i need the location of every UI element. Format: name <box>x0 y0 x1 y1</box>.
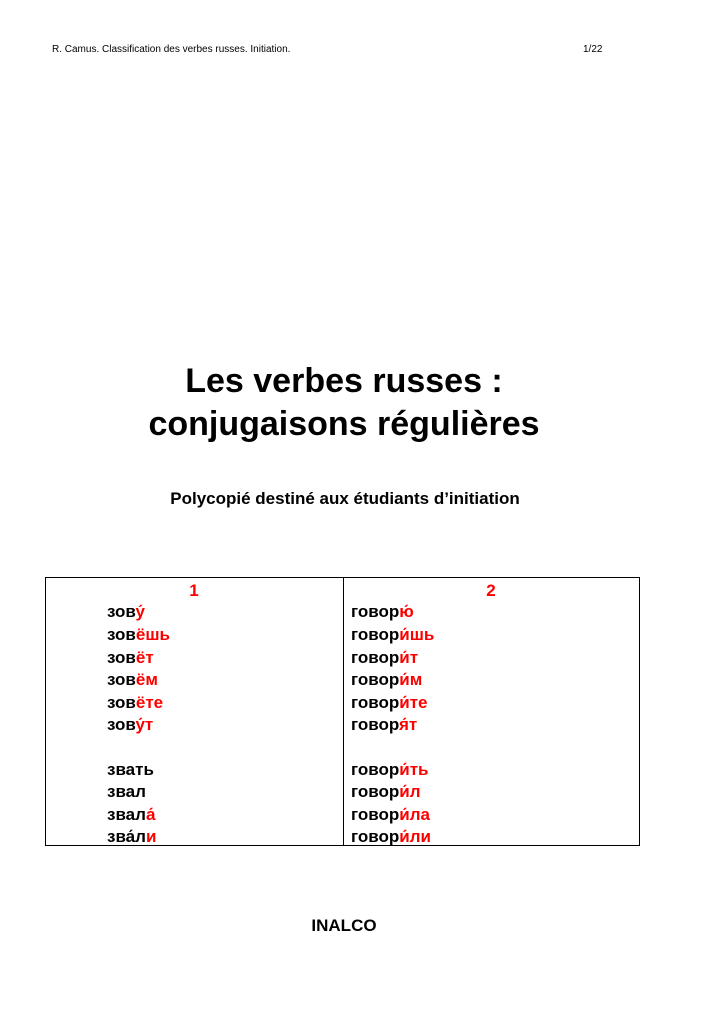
verb-stem: говор <box>351 670 400 689</box>
verb-stem: зов <box>107 693 136 712</box>
institution-name: INALCO <box>311 916 377 935</box>
verb-form-col2-row7 <box>351 759 428 781</box>
verb-ending: ём <box>135 670 158 689</box>
verb-stem: говор <box>351 648 400 667</box>
verb-ending: ёшь <box>135 625 170 644</box>
verb-stem: говор <box>351 715 400 734</box>
verb-form-col2-row10 <box>351 826 431 848</box>
conjugation-table <box>45 577 640 846</box>
verb-stem: звал <box>107 782 146 801</box>
verb-ending: и́ла <box>399 805 430 824</box>
page-number: 1/22 <box>583 44 603 55</box>
verb-ending: у́т <box>135 715 154 734</box>
verb-ending: и́ть <box>399 760 429 779</box>
verb-form-col1-row10 <box>107 826 156 848</box>
verb-stem: говор <box>351 827 400 846</box>
verb-ending: и́ли <box>399 827 431 846</box>
verb-stem: зов <box>107 625 136 644</box>
verb-stem: зов <box>107 715 136 734</box>
verb-form-col1-row5 <box>107 692 163 714</box>
verb-stem: говор <box>351 782 400 801</box>
verb-stem: звать <box>107 760 154 779</box>
verb-ending: у́ <box>135 602 145 621</box>
verb-stem: говор <box>351 805 400 824</box>
verb-stem: говор <box>351 625 400 644</box>
verb-form-col2-row1 <box>351 601 414 623</box>
verb-ending: и <box>145 827 157 846</box>
column-number-2: 2 <box>486 581 496 600</box>
verb-form-col1-row9 <box>107 804 155 826</box>
verb-form-col2-row5 <box>351 692 427 714</box>
verb-ending: ёт <box>135 648 154 667</box>
verb-form-col2-row8 <box>351 781 421 803</box>
verb-ending: а́ <box>145 805 156 824</box>
verb-form-col2-row9 <box>351 804 430 826</box>
verb-stem: зов <box>107 648 136 667</box>
verb-ending: ю́ <box>399 602 414 621</box>
verb-form-col1-row6 <box>107 714 153 736</box>
column-divider <box>343 578 344 845</box>
verb-form-col2-row4 <box>351 669 422 691</box>
page-title-line-2: conjugaisons régulières <box>148 405 540 443</box>
verb-ending: и́шь <box>399 625 435 644</box>
subtitle: Polycopié destiné aux étudiants d’initiation <box>170 489 520 508</box>
verb-ending: и́т <box>399 648 419 667</box>
verb-form-col1-row2 <box>107 624 170 646</box>
page-title-line-1: Les verbes russes : <box>185 362 503 400</box>
verb-form-col1-row3 <box>107 647 154 669</box>
header-text: R. Camus. Classification des verbes russes. Initiation. <box>52 44 291 55</box>
column-number-1: 1 <box>189 581 199 600</box>
verb-form-col2-row6 <box>351 714 417 736</box>
verb-form-col1-row1 <box>107 601 145 623</box>
verb-ending: ёте <box>135 693 164 712</box>
verb-stem: зва́л <box>107 827 146 846</box>
verb-ending: и́м <box>399 670 423 689</box>
verb-stem: говор <box>351 602 400 621</box>
verb-ending: и́те <box>399 693 428 712</box>
verb-form-col1-row4 <box>107 669 158 691</box>
verb-form-col1-row7 <box>107 759 154 781</box>
verb-stem: говор <box>351 760 400 779</box>
verb-form-col2-row2 <box>351 624 434 646</box>
verb-form-col2-row3 <box>351 647 418 669</box>
verb-stem: зов <box>107 670 136 689</box>
verb-ending: я́т <box>399 715 418 734</box>
verb-ending: и́л <box>399 782 421 801</box>
verb-form-col1-row8 <box>107 781 146 803</box>
verb-stem: зов <box>107 602 136 621</box>
verb-stem: звал <box>107 805 146 824</box>
verb-stem: говор <box>351 693 400 712</box>
